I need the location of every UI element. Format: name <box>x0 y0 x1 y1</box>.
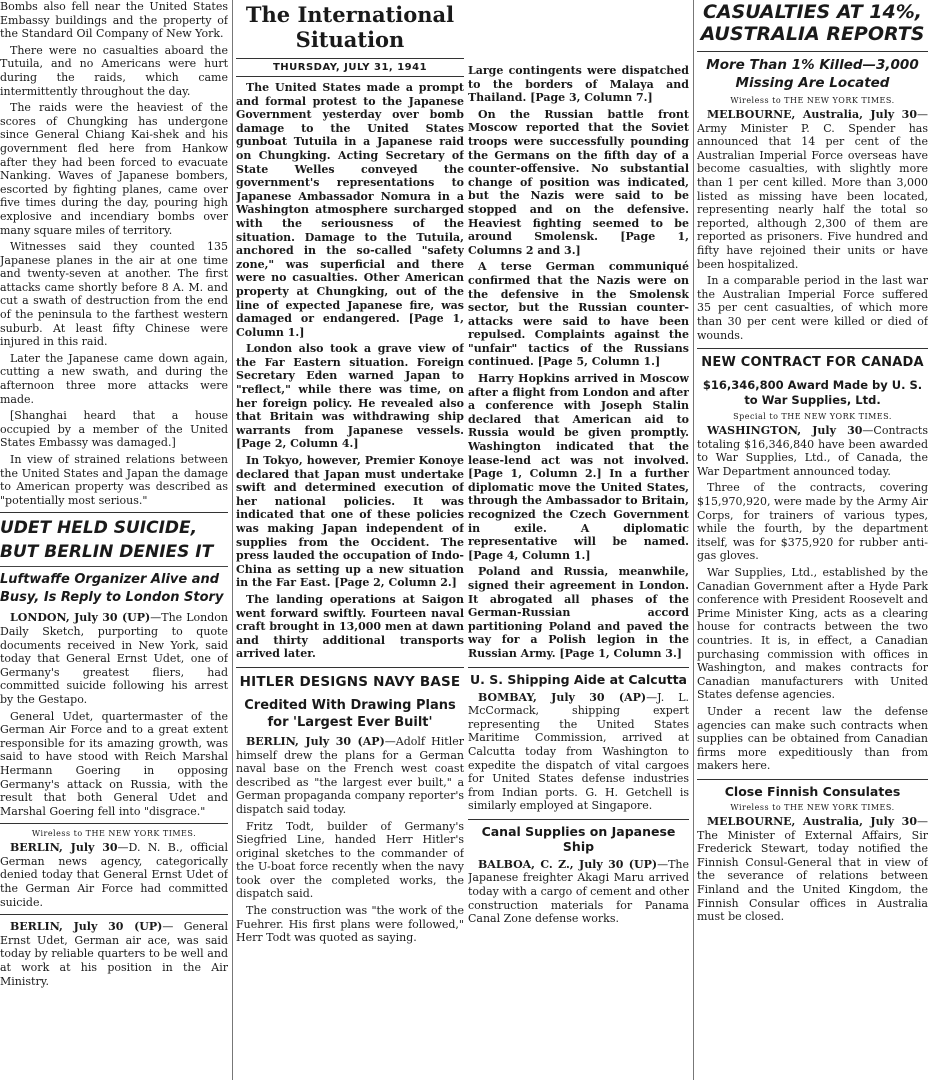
dateline: LONDON, July 30 (UP) <box>10 611 151 625</box>
wire-credit: Wireless to THE NEW YORK TIMES. <box>730 96 895 105</box>
dateline: BALBOA, C. Z., July 30 (UP) <box>478 857 658 871</box>
casualties-headline <box>697 1 928 45</box>
wire-credit: Wireless to THE NEW YORK TIMES. <box>730 802 895 812</box>
dateline: BERLIN, July 30 (AP) <box>246 734 385 748</box>
dateline: MELBOURNE, Australia, July 30 <box>707 814 917 828</box>
story-text: —The Minister of External Affairs, Sir Frederick Stewart, today notified the Finnish Consul-General that in view of the severance of relations between Finland and the United Kingdom, the Finnish Consular offices in Australia must be closed. <box>697 814 928 924</box>
paragraph: On the Russian battle front Moscow reported that the Soviet troops were successfully pounding the Germans on the fifth day of a counter-offensive. No substantial change of position was indicated, but the Nazis were said to be stopped and on the defensive. Heaviest fighting seemed to be around Smolensk. [Page 1, Columns 2 and 3.] <box>468 107 689 257</box>
hitler-headline: HITLER DESIGNS NAVY BASE <box>236 667 464 691</box>
divider <box>0 914 228 915</box>
shipping-headline: U. S. Shipping Aide at Calcutta <box>468 667 689 687</box>
paragraph: The construction was "the work of the Fuehrer. His first plans were followed," Herr Todt was quoted as saying. <box>236 904 464 945</box>
story-text: —J. L. McCormack, shipping expert representing the United States Maritime Commission, arrived at Calcutta today from Washington to expedite the dispatch of vital cargoes for United States defense industries from Indian ports. G. H. Getchell is similarly employed at Singapore. <box>468 690 689 813</box>
column-2 <box>236 0 464 1080</box>
canal-headline: Canal Supplies on Japanese Ship <box>468 819 689 854</box>
paragraph: Harry Hopkins arrived in Moscow after a flight from London and after a conference with Joseph Stalin declared that American aid to Russia would be given promptly. Washington indicated that the lease-lend act was not involved. [Page 1, Column 2.] In a further diplomatic move the United States, through the Ambassador to Britain, recognized the Czech Government in exile. A diplomatic representative will be named. [Page 4, Column 1.] <box>468 372 689 562</box>
paragraph: Poland and Russia, meanwhile, signed their agreement in London. It abrogated all phases of the German-Russian accord partitioning Poland and paved the way for a Polish legion in the Russian Army. [Page 1, Column 3.] <box>468 565 689 660</box>
hitler-subhead: Credited With Drawing Plans for 'Largest Ever Built' <box>244 697 456 730</box>
paragraph: In a comparable period in the last war the Australian Imperial Force suffered 35 per cent casualties, of which more than 30 per cent were killed or died of wounds. <box>697 274 928 342</box>
paragraph: The raids were the heaviest of the scores of Chungking has undergone since General Chiang Kai-shek and his government fled here from Hankow after they had been forced to evacuate Nanking. Waves of Japanese bombers, escorted by fighting planes, came over five times during the day, pouring high explosive and incendiary bombs over many square miles of territory. <box>0 101 228 237</box>
udet-headline-line1: UDET HELD SUICIDE, <box>0 512 228 538</box>
paragraph: The United States made a prompt and formal protest to the Japanese Government yesterday over bomb damage to the United States gunboat Tutuila in a Japanese raid on Chungking. Acting Secretary of State Welles conveyed the government's representations to Japanese Ambassador Nomura in a Washington atmosphere surcharged with the seriousness of the situation. Damage to the Tutuila, anchored in the so-called "safety zone," was superficial and there were no casualties. Other American property at Chungking, out of the line of expected Japanese fire, was damaged or endangered. [Page 1, Column 1.] <box>236 81 464 339</box>
issue-date: THURSDAY, JULY 31, 1941 <box>236 58 464 77</box>
dateline: MELBOURNE, Australia, July 30 <box>707 108 917 121</box>
paragraph: In Tokyo, however, Premier Konoye declared that Japan must undertake swift and determined execution of her national policies. It was indicated that one of these policies was making Japan independent of supplies from the Occident. The press lauded the occupation of Indo-China as setting up a new situation in the Far East. [Page 2, Column 2.] <box>236 454 464 590</box>
paragraph: Bombs also fell near the United States Embassy buildings and the property of the Standard Oil Company of New York. <box>0 0 228 41</box>
contract-headline: NEW CONTRACT FOR CANADA <box>697 348 928 372</box>
story-text: —The London Daily Sketch, purporting to quote documents received in New York, said today that General Ernst Udet, one of Germany's greatest fliers, had committed suicide following his arrest by the Gestapo. <box>0 611 228 706</box>
special-credit: Special to THE NEW YORK TIMES. <box>733 412 892 422</box>
udet-headline-line2: BUT BERLIN DENIES IT <box>0 542 214 563</box>
story-text: —Army Minister P. C. Spender has announced that 14 per cent of the Australian Imperial Force overseas have become casualties, with slightly more than 1 per cent killed. More than 3,000 listed as missing have been located, representing nearly half the total so reported, although 2,300 of them are reported as prisoners. Five hundred and fifty have rejoined their units or have been hospitalized. <box>697 108 928 271</box>
paragraph: The landing operations at Saigon went forward swiftly. Fourteen naval craft brought in 13,000 men at dawn and thirty additional transports arrived later. <box>236 592 464 661</box>
story-text: —Contracts totaling $16,346,840 have been awarded to War Supplies, Ltd., of Canada, the War Department announced today. <box>697 424 928 478</box>
casualties-headline-line2: AUSTRALIA REPORTS <box>700 23 925 45</box>
paragraph: War Supplies, Ltd., established by the Canadian Government after a Hyde Park conference with President Roosevelt and Prime Minister King, acts as a clearing house for contracts between the two countries. It is, in effect, a Canadian purchasing commission with offices in Washington, and makes contracts for Canadian manufacturers with United States defense agencies. <box>697 566 928 702</box>
wire-credit: Wireless to THE NEW YORK TIMES. <box>31 829 197 839</box>
story-text: —Adolf Hitler himself drew the plans for a German naval base on the French west coast described as "the largest ever built," a German propaganda company reporter's dispatch said today. <box>236 734 464 816</box>
dateline: BERLIN, July 30 (UP) <box>10 920 163 934</box>
paragraph: Three of the contracts, covering $15,970,920, were made by the Army Air Corps, for trainers of various types, while the fourth, by the department itself, was for $375,920 for rubber anti-gas gloves. <box>697 481 928 563</box>
paragraph: Large contingents were dispatched to the borders of Malaya and Thailand. [Page 3, Column 7.] <box>468 64 689 105</box>
paragraph: [Shanghai heard that a house occupied by a member of the United States Embassy was damaged.] <box>0 409 228 450</box>
dateline: WASHINGTON, July 30 <box>707 424 863 438</box>
finnish-headline: Close Finnish Consulates <box>697 779 928 799</box>
story-text: —The Japanese freighter Akagi Maru arrived today with a cargo of cement and other construction materials for Panama Canal Zone defense works. <box>468 857 689 926</box>
paragraph: In view of strained relations between the United States and Japan the damage to American property was described as "potentially most serious." <box>0 453 228 507</box>
casualties-subhead: More Than 1% Killed—3,000 Missing Are Located <box>697 51 928 92</box>
paragraph: General Udet, quartermaster of the German Air Force and to a great extent responsible for its amazing growth, was said to have stood with Reich Marshal Hermann Goering in opposing Germany's attack on Russia, with the result that both General Udet and Marshal Goering fell into "disgrace." <box>0 709 228 818</box>
contract-subhead: $16,346,800 Award Made by U. S. to War Supplies, Ltd. <box>702 378 923 408</box>
paragraph: Fritz Todt, builder of Germany's Siegfried Line, handed Herr Hitler's original sketches to the commander of the U-boat force recently when the navy took over the completed works, the dispatch said. <box>236 819 464 901</box>
paragraph: A terse German communiqué confirmed that the Nazis were on the defensive in the Smolensk sector, but the Russian counter-attacks were said to have been repulsed. Complaints against the "unfair" tactics of the Russians continued. [Page 5, Column 1.] <box>468 260 689 369</box>
divider <box>0 823 228 824</box>
casualties-headline-line1: CASUALTIES AT 14%, <box>702 1 923 23</box>
story-text: —D. N. B., official German news agency, categorically denied today that General Ernst Udet of the German Air Force had committed suicide. <box>0 841 228 909</box>
paragraph: London also took a grave view of the Far Eastern situation. Foreign Secretary Eden warned Japan to "reflect," while there was time, on her foreign policy. He revealed also that Britain was withdrawing ship warrants from Japanese vessels. [Page 2, Column 4.] <box>236 342 464 451</box>
dateline: BERLIN, July 30 <box>10 841 118 855</box>
column-3 <box>468 64 689 1080</box>
paragraph: Under a recent law the defense agencies can make such contracts when supplies can be obtained from Canadian firms more expeditiously than from makers here. <box>697 704 928 773</box>
column-4 <box>697 0 928 1080</box>
paragraph: Later the Japanese came down again, cutting a new swath, and during the afternoon three more attacks were made. <box>0 351 228 406</box>
masthead: The International Situation <box>245 2 455 52</box>
column-1 <box>0 0 228 1080</box>
dateline: BOMBAY, July 30 (AP) <box>478 690 647 704</box>
paragraph: There were no casualties aboard the Tutuila, and no Americans were hurt during the raids, which came intermittently throughout the day. <box>0 43 228 98</box>
paragraph: Witnesses said they counted 135 Japanese planes in the air at one time and twenty-seven at another. The first attacks came shortly before 8 A. M. and cut a swath of destruction from the end of the peninsula to the farthest western suburb. At least fifty Chinese were injured in this raid. <box>0 240 228 349</box>
story-text: — General Ernst Udet, German air ace, was said today by reliable quarters to be well and at work at his position in the Air Ministry. <box>0 920 228 988</box>
udet-subhead: Luftwaffe Organizer Alive and Busy, Is Reply to London Story <box>0 566 228 607</box>
